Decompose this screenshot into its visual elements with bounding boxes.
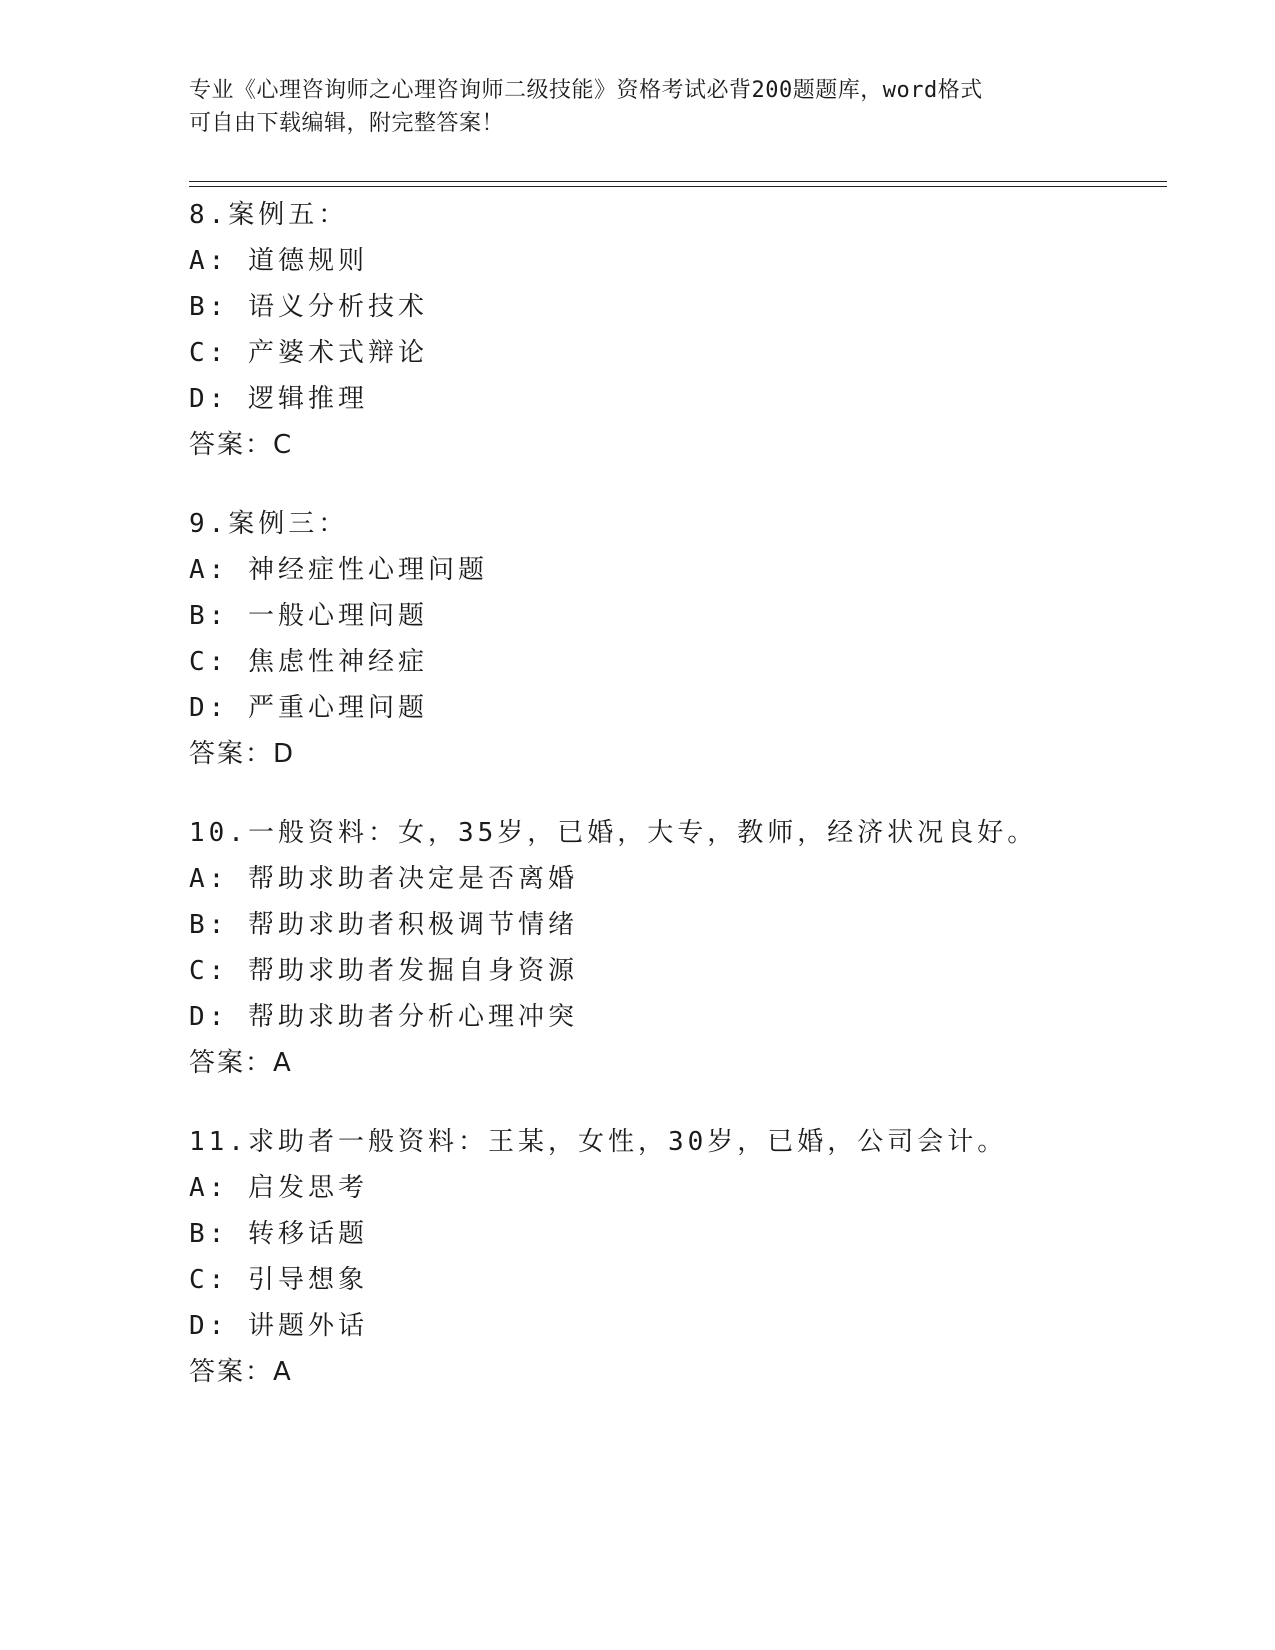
- answer-line: 答案：D: [189, 739, 296, 769]
- option-b: B: 转移话题: [189, 1219, 368, 1249]
- option-b: B: 帮助求助者积极调节情绪: [189, 910, 578, 940]
- question-stem: 9.案例三：: [189, 509, 349, 539]
- option-d: D: 帮助求助者分析心理冲突: [189, 1002, 578, 1032]
- question-stem: 11.求助者一般资料：王某，女性，30岁，已婚，公司会计。: [189, 1127, 1008, 1157]
- question-list: [189, 192, 1167, 1428]
- option-d: D: 讲题外话: [189, 1311, 368, 1341]
- answer-line: 答案：A: [189, 1048, 293, 1078]
- question-item: [189, 192, 1167, 468]
- answer-line: 答案：C: [189, 430, 294, 460]
- question-item: [189, 501, 1167, 777]
- option-a: A: 道德规则: [189, 246, 368, 276]
- option-c: C: 焦虑性神经症: [189, 647, 428, 677]
- option-b: B: 一般心理问题: [189, 601, 428, 631]
- question-stem: 8.案例五：: [189, 200, 349, 230]
- option-c: C: 引导想象: [189, 1265, 368, 1295]
- header-title-line-2: 可自由下载编辑，附完整答案！: [189, 111, 505, 136]
- option-c: C: 帮助求助者发掘自身资源: [189, 956, 578, 986]
- option-a: A: 神经症性心理问题: [189, 555, 488, 585]
- answer-line: 答案：A: [189, 1357, 293, 1387]
- option-a: A: 帮助求助者决定是否离婚: [189, 864, 578, 894]
- question-item: [189, 1119, 1167, 1395]
- header-divider-top: [189, 181, 1167, 182]
- question-stem: 10.一般资料：女，35岁，已婚，大专，教师，经济状况良好。: [189, 818, 1038, 848]
- header-divider-bottom: [189, 186, 1167, 187]
- question-item: [189, 810, 1167, 1086]
- header-title-line-1: 专业《心理咨询师之心理咨询师二级技能》资格考试必背200题题库，word格式: [189, 78, 983, 103]
- option-d: D: 逻辑推理: [189, 384, 368, 414]
- option-c: C: 产婆术式辩论: [189, 338, 428, 368]
- option-d: D: 严重心理问题: [189, 693, 428, 723]
- option-b: B: 语义分析技术: [189, 292, 428, 322]
- option-a: A: 启发思考: [189, 1173, 368, 1203]
- document-header: [189, 74, 1089, 140]
